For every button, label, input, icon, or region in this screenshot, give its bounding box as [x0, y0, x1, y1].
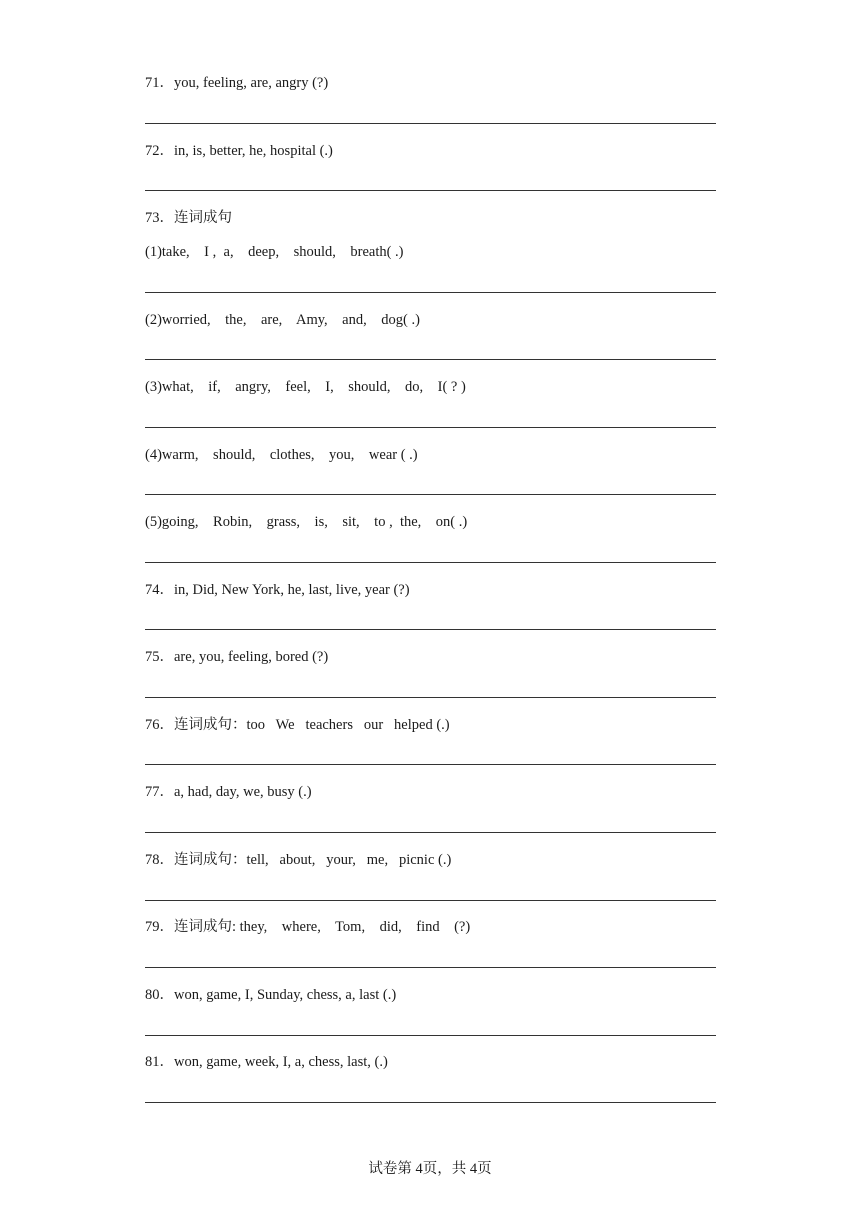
answer-line[interactable] — [145, 1035, 716, 1036]
question-76: 76．连词成句：too We teachers our helped (.) — [145, 717, 450, 733]
answer-line[interactable] — [145, 359, 716, 360]
answer-line[interactable] — [145, 832, 716, 833]
question-81: 81．won, game, week, I, a, chess, last, (.) — [145, 1054, 388, 1070]
answer-line[interactable] — [145, 900, 716, 901]
question-75: 75．are, you, feeling, bored (?) — [145, 649, 329, 665]
answer-line[interactable] — [145, 629, 716, 630]
question-73-heading: 73．连词成句 — [145, 210, 232, 226]
answer-line[interactable] — [145, 562, 716, 563]
answer-line[interactable] — [145, 190, 716, 191]
question-78: 78．连词成句：tell, about, your, me, picnic (.) — [145, 852, 452, 868]
answer-line[interactable] — [145, 764, 716, 765]
question-71: 71．you, feeling, are, angry (?) — [145, 75, 329, 91]
answer-line[interactable] — [145, 494, 716, 495]
answer-line[interactable] — [145, 697, 716, 698]
answer-line[interactable] — [145, 427, 716, 428]
question-77: 77．a, had, day, we, busy (.) — [145, 784, 312, 800]
question-73-1: (1)take, I , a, deep, should, breath( .) — [145, 244, 404, 260]
page-footer: 试卷第 4页，共 4页 — [368, 1161, 492, 1177]
answer-line[interactable] — [145, 292, 716, 293]
question-80: 80．won, game, I, Sunday, chess, a, last (.) — [145, 987, 397, 1003]
question-74: 74．in, Did, New York, he, last, live, year (?) — [145, 582, 410, 598]
question-73-5: (5)going, Robin, grass, is, sit, to , the, on( .) — [145, 514, 468, 530]
question-73-2: (2)worried, the, are, Amy, and, dog( .) — [145, 312, 420, 328]
question-72: 72．in, is, better, he, hospital (.) — [145, 143, 333, 159]
answer-line[interactable] — [145, 1102, 716, 1103]
answer-line[interactable] — [145, 967, 716, 968]
question-79: 79．连词成句: they, where, Tom, did, find (?) — [145, 919, 471, 935]
question-73-3: (3)what, if, angry, feel, I, should, do, I( ? ) — [145, 379, 466, 395]
answer-line[interactable] — [145, 123, 716, 124]
question-73-4: (4)warm, should, clothes, you, wear ( .) — [145, 447, 418, 463]
